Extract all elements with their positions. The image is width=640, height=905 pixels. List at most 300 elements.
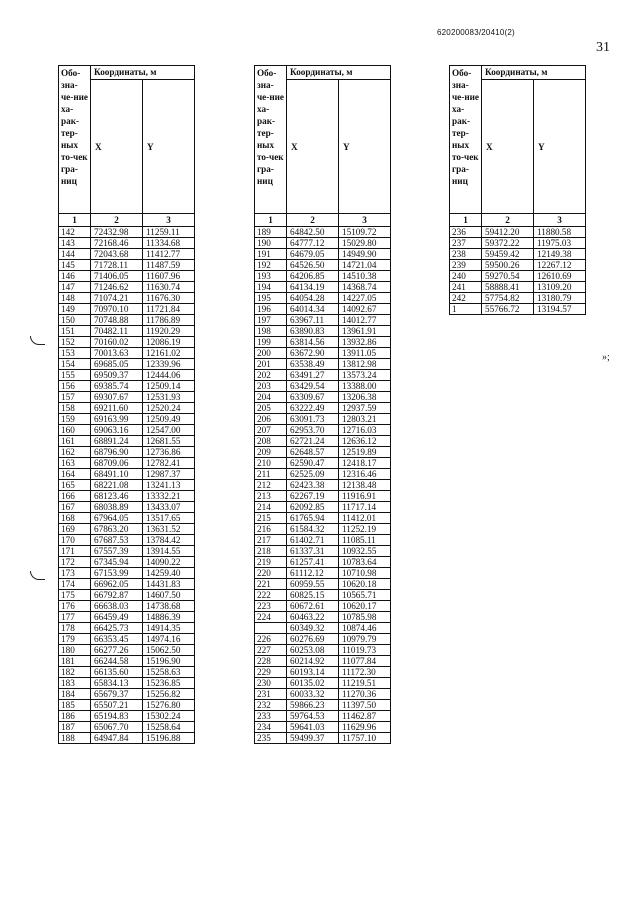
- y-coordinate-cell: 12803.21: [339, 414, 391, 425]
- y-coordinate-cell: 12716.03: [339, 425, 391, 436]
- point-number-cell: 148: [59, 293, 91, 304]
- point-number-cell: 152: [59, 337, 91, 348]
- document-id: 620200083/20410(2): [437, 28, 515, 37]
- table-row: [255, 678, 391, 689]
- table-row: [255, 403, 391, 414]
- x-coordinate-cell: 66425.73: [91, 623, 143, 634]
- table-row: [255, 282, 391, 293]
- table-row: [59, 590, 195, 601]
- point-number-cell: 197: [255, 315, 287, 326]
- point-number-cell: 151: [59, 326, 91, 337]
- x-coordinate-cell: 59412.20: [482, 227, 534, 238]
- y-coordinate-cell: 15258.64: [143, 722, 195, 733]
- x-coordinate-cell: 61112.12: [287, 568, 339, 579]
- point-number-cell: 194: [255, 282, 287, 293]
- point-number-cell: 173: [59, 568, 91, 579]
- table-row: [255, 359, 391, 370]
- y-coordinate-cell: 11172.30: [339, 667, 391, 678]
- y-coordinate-cell: 12987.37: [143, 469, 195, 480]
- y-coordinate-cell: 14738.68: [143, 601, 195, 612]
- x-coordinate-cell: 61765.94: [287, 513, 339, 524]
- table-row: [255, 601, 391, 612]
- x-coordinate-cell: 59499.37: [287, 733, 339, 744]
- point-number-cell: 161: [59, 436, 91, 447]
- point-number-cell: 150: [59, 315, 91, 326]
- y-coordinate-cell: 11916.91: [339, 491, 391, 502]
- y-coordinate-cell: 13573.24: [339, 370, 391, 381]
- point-number-cell: 147: [59, 282, 91, 293]
- x-coordinate-cell: 66244.58: [91, 656, 143, 667]
- point-number-cell: 227: [255, 645, 287, 656]
- x-coordinate-cell: 59641.03: [287, 722, 339, 733]
- x-coordinate-cell: 59500.26: [482, 260, 534, 271]
- table-row: [59, 667, 195, 678]
- point-number-cell: 167: [59, 502, 91, 513]
- y-coordinate-cell: 10783.64: [339, 557, 391, 568]
- x-coordinate-cell: 72432.98: [91, 227, 143, 238]
- point-number-cell: 204: [255, 392, 287, 403]
- point-number-cell: 193: [255, 271, 287, 282]
- point-number-cell: 218: [255, 546, 287, 557]
- point-number-cell: 199: [255, 337, 287, 348]
- x-coordinate-cell: 60033.32: [287, 689, 339, 700]
- y-coordinate-cell: 11397.50: [339, 700, 391, 711]
- table-row: [59, 260, 195, 271]
- point-number-cell: 164: [59, 469, 91, 480]
- x-coordinate-cell: 70970.10: [91, 304, 143, 315]
- x-coordinate-cell: 59372.22: [482, 238, 534, 249]
- x-coordinate-cell: 63967.11: [287, 315, 339, 326]
- y-coordinate-cell: 11077.84: [339, 656, 391, 667]
- point-number-cell: 145: [59, 260, 91, 271]
- point-number-cell: 214: [255, 502, 287, 513]
- point-number-cell: 229: [255, 667, 287, 678]
- x-coordinate-cell: 64206.85: [287, 271, 339, 282]
- table-row: [59, 711, 195, 722]
- table-row: [255, 271, 391, 282]
- x-coordinate-cell: 59866.23: [287, 700, 339, 711]
- x-coordinate-cell: 62092.85: [287, 502, 339, 513]
- point-number-cell: 154: [59, 359, 91, 370]
- y-coordinate-cell: 10565.71: [339, 590, 391, 601]
- y-coordinate-cell: 10620.17: [339, 601, 391, 612]
- point-number-cell: 198: [255, 326, 287, 337]
- point-number-cell: 187: [59, 722, 91, 733]
- y-coordinate-cell: 14914.35: [143, 623, 195, 634]
- point-number-cell: 239: [450, 260, 482, 271]
- y-coordinate-cell: 14227.05: [339, 293, 391, 304]
- table-row: [59, 535, 195, 546]
- y-coordinate-cell: 12547.00: [143, 425, 195, 436]
- x-coordinate-cell: 71074.21: [91, 293, 143, 304]
- table-row: [59, 348, 195, 359]
- col-header-coordinates: Координаты, м: [482, 66, 586, 80]
- y-coordinate-cell: 13241.13: [143, 480, 195, 491]
- x-coordinate-cell: 67345.94: [91, 557, 143, 568]
- x-coordinate-cell: 65834.13: [91, 678, 143, 689]
- col-number-1: 1: [450, 214, 482, 227]
- y-coordinate-cell: 12138.48: [339, 480, 391, 491]
- table-row: [450, 227, 586, 238]
- point-number-cell: 189: [255, 227, 287, 238]
- x-coordinate-cell: 60193.14: [287, 667, 339, 678]
- y-coordinate-cell: 11607.96: [143, 271, 195, 282]
- y-coordinate-cell: 12267.12: [534, 260, 586, 271]
- table-row: [255, 667, 391, 678]
- table-row: [59, 546, 195, 557]
- col-header-y: Y: [143, 80, 195, 214]
- point-number-cell: 180: [59, 645, 91, 656]
- table-row: [59, 304, 195, 315]
- table-row: [450, 249, 586, 260]
- y-coordinate-cell: 15196.88: [143, 733, 195, 744]
- point-number-cell: 156: [59, 381, 91, 392]
- x-coordinate-cell: 60253.08: [287, 645, 339, 656]
- y-coordinate-cell: 11412.77: [143, 249, 195, 260]
- x-coordinate-cell: 57754.82: [482, 293, 534, 304]
- table-row: [255, 502, 391, 513]
- x-coordinate-cell: 69685.05: [91, 359, 143, 370]
- y-coordinate-cell: 14090.22: [143, 557, 195, 568]
- y-coordinate-cell: 14949.90: [339, 249, 391, 260]
- x-coordinate-cell: 58888.41: [482, 282, 534, 293]
- col-number-3: 3: [534, 214, 586, 227]
- x-coordinate-cell: 60959.55: [287, 579, 339, 590]
- table-row: [59, 403, 195, 414]
- point-number-cell: 210: [255, 458, 287, 469]
- point-number-cell: 234: [255, 722, 287, 733]
- point-number-cell: 149: [59, 304, 91, 315]
- point-number-cell: 235: [255, 733, 287, 744]
- table-row: [59, 513, 195, 524]
- point-number-cell: 212: [255, 480, 287, 491]
- point-number-cell: 217: [255, 535, 287, 546]
- page-number: 31: [596, 40, 610, 55]
- point-number-cell: 162: [59, 447, 91, 458]
- y-coordinate-cell: 11219.51: [339, 678, 391, 689]
- col-header-point-designation: Обо-зна-че-ние ха-рак-тер-ных то-чек гра-ниц: [450, 66, 482, 214]
- point-number-cell: 240: [450, 271, 482, 282]
- y-coordinate-cell: 12418.17: [339, 458, 391, 469]
- x-coordinate-cell: 66962.05: [91, 579, 143, 590]
- x-coordinate-cell: 60672.61: [287, 601, 339, 612]
- point-number-cell: 216: [255, 524, 287, 535]
- y-coordinate-cell: 14431.83: [143, 579, 195, 590]
- table-row: [255, 733, 391, 744]
- x-coordinate-cell: 61257.41: [287, 557, 339, 568]
- col-header-x: X: [287, 80, 339, 214]
- point-number-cell: 174: [59, 579, 91, 590]
- point-number-cell: 237: [450, 238, 482, 249]
- x-coordinate-cell: 67964.05: [91, 513, 143, 524]
- y-coordinate-cell: 13517.65: [143, 513, 195, 524]
- y-coordinate-cell: 12636.12: [339, 436, 391, 447]
- x-coordinate-cell: 68709.06: [91, 458, 143, 469]
- x-coordinate-cell: 64777.12: [287, 238, 339, 249]
- x-coordinate-cell: 60276.69: [287, 634, 339, 645]
- y-coordinate-cell: 14721.04: [339, 260, 391, 271]
- table-row: [59, 645, 195, 656]
- point-number-cell: 153: [59, 348, 91, 359]
- table-row: [255, 370, 391, 381]
- x-coordinate-cell: 64526.50: [287, 260, 339, 271]
- y-coordinate-cell: 12086.19: [143, 337, 195, 348]
- x-coordinate-cell: 60825.15: [287, 590, 339, 601]
- x-coordinate-cell: 66277.26: [91, 645, 143, 656]
- point-number-cell: 190: [255, 238, 287, 249]
- table-row: [59, 634, 195, 645]
- x-coordinate-cell: 70482.11: [91, 326, 143, 337]
- point-number-cell: 177: [59, 612, 91, 623]
- point-number-cell: 221: [255, 579, 287, 590]
- x-coordinate-cell: 66792.87: [91, 590, 143, 601]
- y-coordinate-cell: 11880.58: [534, 227, 586, 238]
- y-coordinate-cell: 12736.86: [143, 447, 195, 458]
- y-coordinate-cell: 14510.38: [339, 271, 391, 282]
- point-number-cell: 230: [255, 678, 287, 689]
- point-number-cell: 205: [255, 403, 287, 414]
- x-coordinate-cell: 60349.32: [287, 623, 339, 634]
- table-row: [59, 502, 195, 513]
- x-coordinate-cell: 69385.74: [91, 381, 143, 392]
- table-row: [255, 315, 391, 326]
- point-number-cell: 220: [255, 568, 287, 579]
- table-row: [59, 689, 195, 700]
- table-row: [450, 304, 586, 315]
- table-row: [59, 447, 195, 458]
- table-row: [255, 689, 391, 700]
- table-row: [59, 282, 195, 293]
- point-number-cell: 178: [59, 623, 91, 634]
- x-coordinate-cell: 68123.46: [91, 491, 143, 502]
- point-number-cell: 181: [59, 656, 91, 667]
- x-coordinate-cell: 63091.73: [287, 414, 339, 425]
- x-coordinate-cell: 69211.60: [91, 403, 143, 414]
- col-number-3: 3: [339, 214, 391, 227]
- point-number-cell: 172: [59, 557, 91, 568]
- y-coordinate-cell: 12161.02: [143, 348, 195, 359]
- y-coordinate-cell: 15029.80: [339, 238, 391, 249]
- table-row: [255, 458, 391, 469]
- x-coordinate-cell: 63222.49: [287, 403, 339, 414]
- x-coordinate-cell: 62590.47: [287, 458, 339, 469]
- y-coordinate-cell: 11721.84: [143, 304, 195, 315]
- x-coordinate-cell: 61402.71: [287, 535, 339, 546]
- x-coordinate-cell: 63309.67: [287, 392, 339, 403]
- point-number-cell: 158: [59, 403, 91, 414]
- table-row: [59, 623, 195, 634]
- y-coordinate-cell: 10874.46: [339, 623, 391, 634]
- table-row: [255, 590, 391, 601]
- coordinates-table-1: [58, 65, 195, 744]
- table-row: [255, 535, 391, 546]
- table-row: [255, 326, 391, 337]
- table-row: [59, 722, 195, 733]
- table-row: [59, 612, 195, 623]
- col-number-2: 2: [287, 214, 339, 227]
- col-header-coordinates: Координаты, м: [287, 66, 391, 80]
- table-row: [255, 293, 391, 304]
- table-row: [255, 348, 391, 359]
- y-coordinate-cell: 15302.24: [143, 711, 195, 722]
- point-number-cell: 176: [59, 601, 91, 612]
- table-row: [450, 260, 586, 271]
- x-coordinate-cell: 64054.28: [287, 293, 339, 304]
- y-coordinate-cell: 15109.72: [339, 227, 391, 238]
- y-coordinate-cell: 11462.87: [339, 711, 391, 722]
- y-coordinate-cell: 11786.89: [143, 315, 195, 326]
- point-number-cell: 142: [59, 227, 91, 238]
- point-number-cell: 1: [450, 304, 482, 315]
- coordinates-table-3: [449, 65, 586, 315]
- point-number-cell: 241: [450, 282, 482, 293]
- table-row: [255, 546, 391, 557]
- y-coordinate-cell: 11270.36: [339, 689, 391, 700]
- table-row: [59, 524, 195, 535]
- y-coordinate-cell: 11487.59: [143, 260, 195, 271]
- y-coordinate-cell: 13180.79: [534, 293, 586, 304]
- y-coordinate-cell: 14259.40: [143, 568, 195, 579]
- table-row: [59, 337, 195, 348]
- y-coordinate-cell: 12520.24: [143, 403, 195, 414]
- table-row: [255, 612, 391, 623]
- table-row: [59, 249, 195, 260]
- table-row: [59, 425, 195, 436]
- table-row: [255, 414, 391, 425]
- y-coordinate-cell: 13332.21: [143, 491, 195, 502]
- table-row: [59, 700, 195, 711]
- point-number-cell: 206: [255, 414, 287, 425]
- y-coordinate-cell: 15258.63: [143, 667, 195, 678]
- x-coordinate-cell: 62953.70: [287, 425, 339, 436]
- table-row: [59, 678, 195, 689]
- y-coordinate-cell: 12316.46: [339, 469, 391, 480]
- col-number-1: 1: [59, 214, 91, 227]
- x-coordinate-cell: 62267.19: [287, 491, 339, 502]
- point-number-cell: 224: [255, 612, 287, 623]
- point-number-cell: 170: [59, 535, 91, 546]
- y-coordinate-cell: 15236.85: [143, 678, 195, 689]
- x-coordinate-cell: 60214.92: [287, 656, 339, 667]
- x-coordinate-cell: 63429.54: [287, 381, 339, 392]
- y-coordinate-cell: 13206.38: [339, 392, 391, 403]
- table-row: [59, 469, 195, 480]
- y-coordinate-cell: 14607.50: [143, 590, 195, 601]
- x-coordinate-cell: 60463.22: [287, 612, 339, 623]
- y-coordinate-cell: 12782.41: [143, 458, 195, 469]
- y-coordinate-cell: 13109.20: [534, 282, 586, 293]
- table-row: [255, 557, 391, 568]
- x-coordinate-cell: 71406.05: [91, 271, 143, 282]
- table-row: [255, 711, 391, 722]
- y-coordinate-cell: 10620.18: [339, 579, 391, 590]
- x-coordinate-cell: 63814.56: [287, 337, 339, 348]
- point-number-cell: 144: [59, 249, 91, 260]
- x-coordinate-cell: 66135.60: [91, 667, 143, 678]
- table-row: [450, 271, 586, 282]
- margin-bracket-mark: [30, 571, 45, 580]
- margin-bracket-mark: [30, 336, 45, 345]
- table-row: [255, 480, 391, 491]
- x-coordinate-cell: 62721.24: [287, 436, 339, 447]
- point-number-cell: 209: [255, 447, 287, 458]
- y-coordinate-cell: 12149.38: [534, 249, 586, 260]
- table-row: [255, 227, 391, 238]
- point-number-cell: 226: [255, 634, 287, 645]
- y-coordinate-cell: 12444.06: [143, 370, 195, 381]
- x-coordinate-cell: 55766.72: [482, 304, 534, 315]
- point-number-cell: 238: [450, 249, 482, 260]
- x-coordinate-cell: 67153.99: [91, 568, 143, 579]
- x-coordinate-cell: 72168.46: [91, 238, 143, 249]
- x-coordinate-cell: 64679.05: [287, 249, 339, 260]
- table-row: [255, 260, 391, 271]
- point-number-cell: 228: [255, 656, 287, 667]
- y-coordinate-cell: 12519.89: [339, 447, 391, 458]
- point-number-cell: 175: [59, 590, 91, 601]
- table-row: [255, 623, 391, 634]
- point-number-cell: 169: [59, 524, 91, 535]
- y-coordinate-cell: 14092.67: [339, 304, 391, 315]
- table-row: [450, 282, 586, 293]
- closing-quote-text: »;: [602, 352, 610, 363]
- col-header-y: Y: [534, 80, 586, 214]
- table-row: [255, 722, 391, 733]
- table-row: [59, 436, 195, 447]
- point-number-cell: 168: [59, 513, 91, 524]
- x-coordinate-cell: 65067.70: [91, 722, 143, 733]
- table-row: [450, 293, 586, 304]
- col-number-1: 1: [255, 214, 287, 227]
- point-number-cell: 200: [255, 348, 287, 359]
- x-coordinate-cell: 68221.08: [91, 480, 143, 491]
- col-header-point-designation: Обо-зна-че-ние ха-рак-тер-ных то-чек гра-ниц: [59, 66, 91, 214]
- y-coordinate-cell: 11975.03: [534, 238, 586, 249]
- x-coordinate-cell: 59459.42: [482, 249, 534, 260]
- y-coordinate-cell: 13194.57: [534, 304, 586, 315]
- point-number-cell: 231: [255, 689, 287, 700]
- table-row: [255, 524, 391, 535]
- y-coordinate-cell: 11920.29: [143, 326, 195, 337]
- y-coordinate-cell: 11630.74: [143, 282, 195, 293]
- table-row: [255, 392, 391, 403]
- table-row: [59, 315, 195, 326]
- y-coordinate-cell: 12531.93: [143, 392, 195, 403]
- col-header-y: Y: [339, 80, 391, 214]
- x-coordinate-cell: 68891.24: [91, 436, 143, 447]
- table-row: [59, 733, 195, 744]
- table-row: [255, 491, 391, 502]
- x-coordinate-cell: 69163.99: [91, 414, 143, 425]
- table-row: [59, 414, 195, 425]
- point-number-cell: 207: [255, 425, 287, 436]
- y-coordinate-cell: 11259.11: [143, 227, 195, 238]
- y-coordinate-cell: 13433.07: [143, 502, 195, 513]
- table-row: [255, 381, 391, 392]
- table-row: [59, 579, 195, 590]
- x-coordinate-cell: 70160.02: [91, 337, 143, 348]
- y-coordinate-cell: 13812.98: [339, 359, 391, 370]
- point-number-cell: 186: [59, 711, 91, 722]
- point-number-cell: 160: [59, 425, 91, 436]
- y-coordinate-cell: 10979.79: [339, 634, 391, 645]
- x-coordinate-cell: 64014.34: [287, 304, 339, 315]
- y-coordinate-cell: 10932.55: [339, 546, 391, 557]
- x-coordinate-cell: 64947.84: [91, 733, 143, 744]
- x-coordinate-cell: 62648.57: [287, 447, 339, 458]
- y-coordinate-cell: 12610.69: [534, 271, 586, 282]
- table-row: [255, 700, 391, 711]
